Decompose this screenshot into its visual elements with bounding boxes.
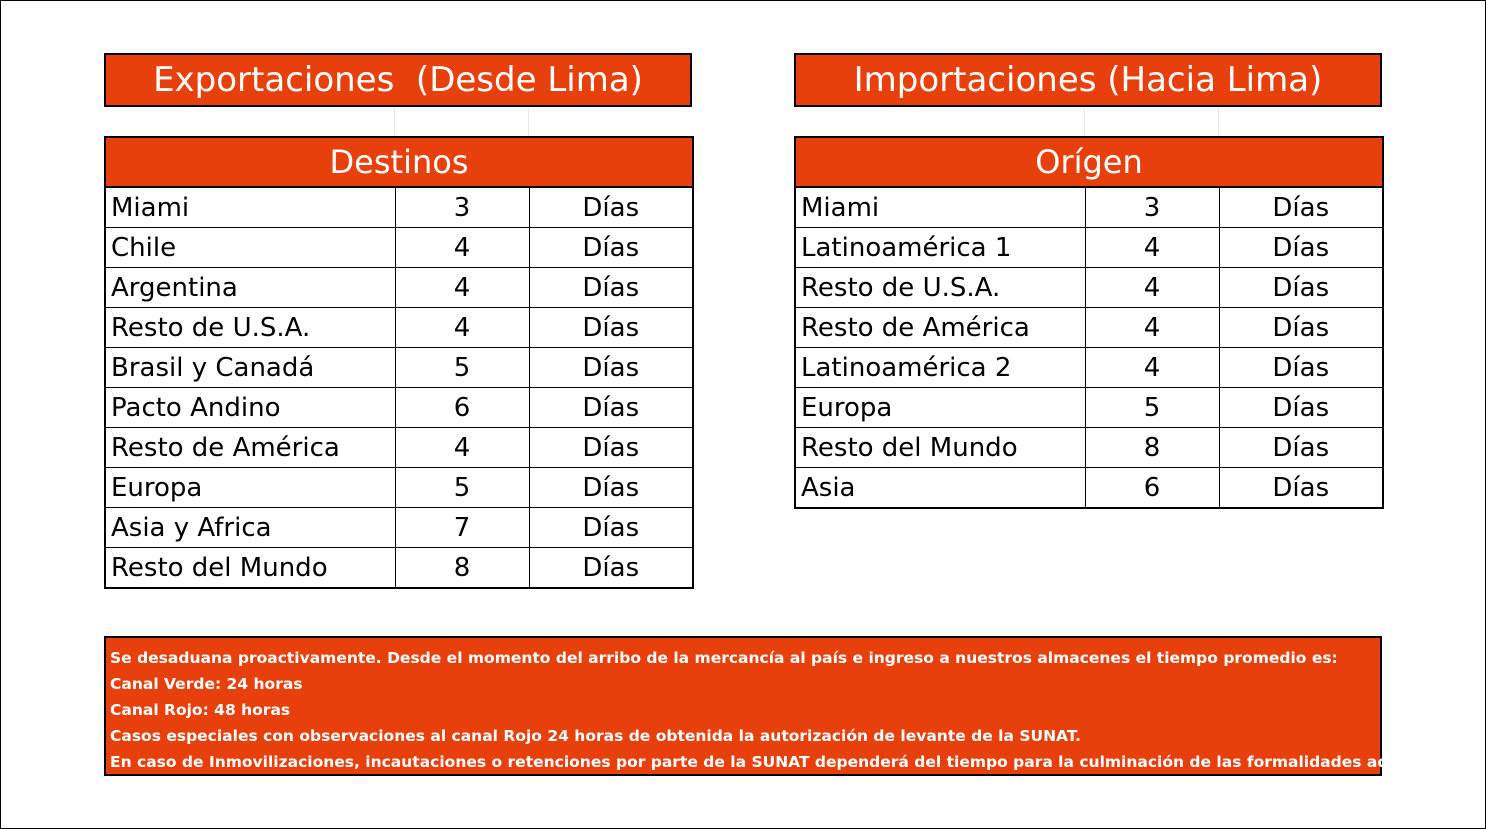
imports-table-body xyxy=(795,187,1383,508)
days-cell: 8 xyxy=(1085,428,1219,468)
unit-cell: Días xyxy=(529,187,693,228)
table-row xyxy=(105,388,693,428)
days-cell: 3 xyxy=(1085,187,1219,228)
days-cell: 6 xyxy=(1085,468,1219,509)
unit-cell: Días xyxy=(1219,468,1383,509)
days-cell: 4 xyxy=(395,268,529,308)
days-cell: 4 xyxy=(395,308,529,348)
unit-cell: Días xyxy=(529,228,693,268)
place-cell: Pacto Andino xyxy=(105,388,395,428)
days-cell: 4 xyxy=(1085,348,1219,388)
table-row xyxy=(105,268,693,308)
table-row xyxy=(105,468,693,508)
note-line: Canal Rojo: 48 horas xyxy=(110,701,291,719)
days-cell: 4 xyxy=(1085,268,1219,308)
place-cell: Miami xyxy=(105,187,395,228)
days-cell: 4 xyxy=(395,428,529,468)
table-row xyxy=(105,228,693,268)
table-row xyxy=(795,268,1383,308)
table-row xyxy=(795,187,1383,228)
days-cell: 5 xyxy=(395,468,529,508)
place-cell: Resto del Mundo xyxy=(105,548,395,589)
table-row xyxy=(105,428,693,468)
unit-cell: Días xyxy=(529,388,693,428)
customs-notes xyxy=(104,636,1465,776)
unit-cell: Días xyxy=(1219,428,1383,468)
place-cell: Argentina xyxy=(105,268,395,308)
table-row xyxy=(105,187,693,228)
table-row xyxy=(105,348,693,388)
place-cell: Chile xyxy=(105,228,395,268)
unit-cell: Días xyxy=(529,468,693,508)
days-cell: 5 xyxy=(395,348,529,388)
unit-cell: Días xyxy=(1219,228,1383,268)
days-cell: 7 xyxy=(395,508,529,548)
table-row xyxy=(105,508,693,548)
note-line: En caso de Inmovilizaciones, incautaciones o retenciones por parte de la SUNAT dependerá del tiempo para la culminación de las formalidades aduaneras. xyxy=(110,753,1465,771)
unit-cell: Días xyxy=(1219,388,1383,428)
unit-cell: Días xyxy=(529,268,693,308)
days-cell: 4 xyxy=(1085,228,1219,268)
table-row xyxy=(795,308,1383,348)
place-cell: Resto del Mundo xyxy=(795,428,1085,468)
table-row xyxy=(795,228,1383,268)
note-line: Se desaduana proactivamente. Desde el momento del arribo de la mercancía al país e ingreso a nuestros almacenes el tiempo promedio es: xyxy=(110,649,1338,667)
place-cell: Latinoamérica 2 xyxy=(795,348,1085,388)
table-row xyxy=(795,428,1383,468)
unit-cell: Días xyxy=(529,548,693,589)
note-line: Canal Verde: 24 horas xyxy=(110,675,303,693)
gridline xyxy=(394,109,395,136)
unit-cell: Días xyxy=(529,348,693,388)
place-cell: Asia xyxy=(795,468,1085,509)
unit-cell: Días xyxy=(529,308,693,348)
days-cell: 8 xyxy=(395,548,529,589)
unit-cell: Días xyxy=(1219,308,1383,348)
exports-title: Exportaciones (Desde Lima) xyxy=(104,53,692,107)
gridline xyxy=(1084,109,1085,136)
imports-table-header: Orígen xyxy=(795,137,1383,187)
place-cell: Resto de América xyxy=(105,428,395,468)
unit-cell: Días xyxy=(1219,187,1383,228)
table-row xyxy=(795,388,1383,428)
exports-table-header: Destinos xyxy=(105,137,693,187)
days-cell: 4 xyxy=(1085,308,1219,348)
gridline xyxy=(528,109,529,136)
unit-cell: Días xyxy=(1219,268,1383,308)
place-cell: Resto de América xyxy=(795,308,1085,348)
place-cell: Europa xyxy=(795,388,1085,428)
place-cell: Europa xyxy=(105,468,395,508)
days-cell: 4 xyxy=(395,228,529,268)
table-row xyxy=(795,348,1383,388)
place-cell: Latinoamérica 1 xyxy=(795,228,1085,268)
place-cell: Miami xyxy=(795,187,1085,228)
place-cell: Resto de U.S.A. xyxy=(795,268,1085,308)
place-cell: Asia y Africa xyxy=(105,508,395,548)
exports-table-body xyxy=(105,187,693,588)
table-row xyxy=(105,548,693,589)
unit-cell: Días xyxy=(529,428,693,468)
exports-table xyxy=(104,136,694,589)
days-cell: 5 xyxy=(1085,388,1219,428)
gridline xyxy=(1218,109,1219,136)
table-row xyxy=(795,468,1383,509)
table-row xyxy=(105,308,693,348)
note-line: Casos especiales con observaciones al canal Rojo 24 horas de obtenida la autorización de levante de la SUNAT. xyxy=(110,727,1081,745)
place-cell: Resto de U.S.A. xyxy=(105,308,395,348)
unit-cell: Días xyxy=(1219,348,1383,388)
days-cell: 6 xyxy=(395,388,529,428)
days-cell: 3 xyxy=(395,187,529,228)
unit-cell: Días xyxy=(529,508,693,548)
place-cell: Brasil y Canadá xyxy=(105,348,395,388)
imports-title: Importaciones (Hacia Lima) xyxy=(794,53,1382,107)
imports-table xyxy=(794,136,1384,509)
